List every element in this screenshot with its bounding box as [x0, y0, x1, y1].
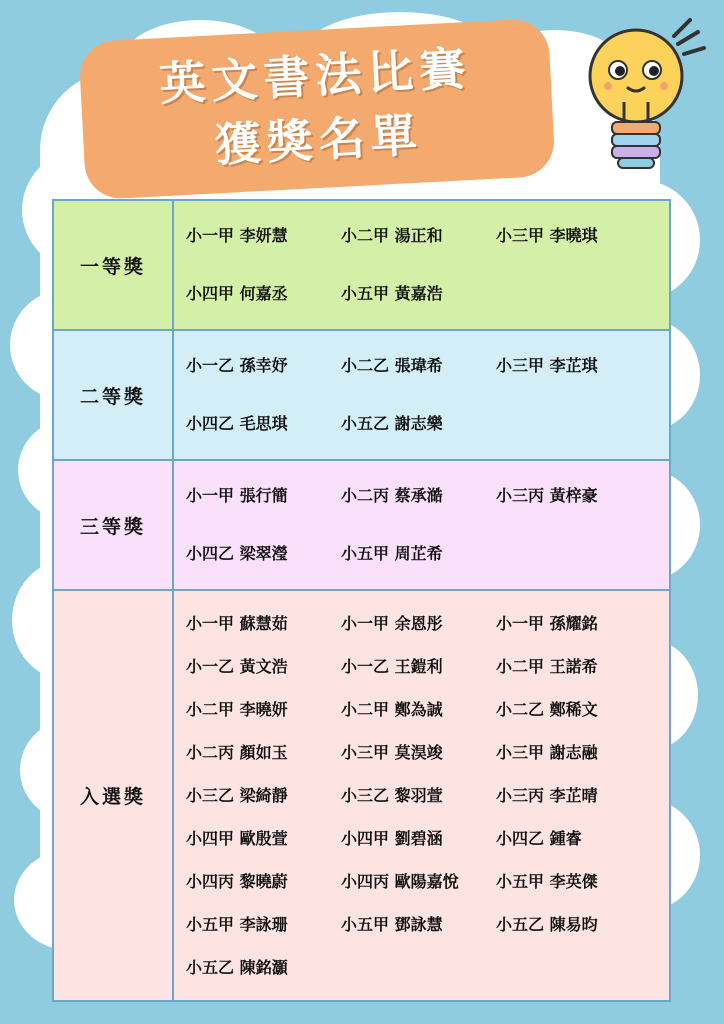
category-third-prize: 三等獎 [53, 460, 173, 590]
winner-entry: 小二乙 鄭稀文 [496, 700, 598, 719]
winner-entry: 小三甲 李曉琪 [496, 226, 598, 245]
winner-entry: 小三丙 李芷晴 [496, 786, 598, 805]
category-merit: 入選獎 [53, 590, 173, 1001]
winner-entry: 小三乙 黎羽萱 [341, 786, 443, 805]
table-row-third-prize [53, 460, 670, 590]
winner-entry: 小五甲 鄧詠慧 [341, 915, 443, 934]
category-second-prize: 二等獎 [53, 330, 173, 460]
winner-entry: 小二甲 湯正和 [341, 226, 443, 245]
page-title [79, 32, 555, 184]
winner-entry: 小四丙 歐陽嘉悅 [341, 872, 459, 891]
winner-entry: 小一甲 蘇慧茹 [186, 614, 288, 633]
category-first-prize: 一等獎 [53, 200, 173, 330]
winner-entry: 小三丙 黃梓豪 [496, 486, 598, 505]
winners-third-prize [186, 467, 659, 583]
winner-entry: 小一甲 李妍慧 [186, 226, 288, 245]
winner-entry: 小三甲 李芷琪 [496, 356, 598, 375]
winner-entry: 小一乙 王鎧利 [341, 657, 443, 676]
winner-entry: 小一乙 黃文浩 [186, 657, 288, 676]
winner-entry: 小四甲 歐殷萱 [186, 829, 288, 848]
winner-entry: 小一甲 張行簡 [186, 486, 288, 505]
winner-entry: 小四乙 梁翠瀅 [186, 544, 288, 563]
winner-entry: 小五甲 周芷希 [341, 544, 443, 563]
winner-entry: 小二乙 張瑋希 [341, 356, 443, 375]
table-row-merit [53, 590, 670, 1001]
title-line-2: 獲獎名單 [213, 107, 424, 173]
winner-entry: 小五甲 黃嘉浩 [341, 284, 443, 303]
winner-entry: 小二甲 鄭為誠 [341, 700, 443, 719]
winner-entry: 小四乙 鍾睿 [496, 829, 582, 848]
winner-entry: 小三甲 莫淏竣 [341, 743, 443, 762]
winner-entry: 小五乙 陳銘灝 [186, 958, 288, 977]
light-bulb-icon [578, 14, 708, 184]
winner-entry: 小二丙 顏如玉 [186, 743, 288, 762]
awards-table [52, 199, 671, 1002]
winner-entry: 小二甲 李曉妍 [186, 700, 288, 719]
title-line-1: 英文書法比賽 [158, 40, 473, 112]
winner-entry: 小三乙 梁綺靜 [186, 786, 288, 805]
winner-entry: 小五乙 陳易昀 [496, 915, 598, 934]
winner-entry: 小四乙 毛思琪 [186, 414, 288, 433]
winner-entry: 小四甲 劉碧涵 [341, 829, 443, 848]
winner-entry: 小三甲 謝志融 [496, 743, 598, 762]
winner-entry: 小五乙 謝志樂 [341, 414, 443, 433]
winner-entry: 小四丙 黎曉蔚 [186, 872, 288, 891]
winner-entry: 小五甲 李詠珊 [186, 915, 288, 934]
winners-second-prize [186, 337, 659, 453]
winner-entry: 小四甲 何嘉丞 [186, 284, 288, 303]
winner-entry: 小一甲 余恩彤 [341, 614, 443, 633]
winners-first-prize [186, 207, 659, 323]
winner-entry: 小二甲 王諾希 [496, 657, 598, 676]
winner-entry: 小五甲 李英傑 [496, 872, 598, 891]
winner-entry: 小一乙 孫幸妤 [186, 356, 288, 375]
winners-merit [186, 602, 659, 989]
winner-entry: 小二丙 蔡承澔 [341, 486, 443, 505]
table-row-second-prize [53, 330, 670, 460]
winner-entry: 小一甲 孫耀銘 [496, 614, 598, 633]
table-row-first-prize [53, 200, 670, 330]
